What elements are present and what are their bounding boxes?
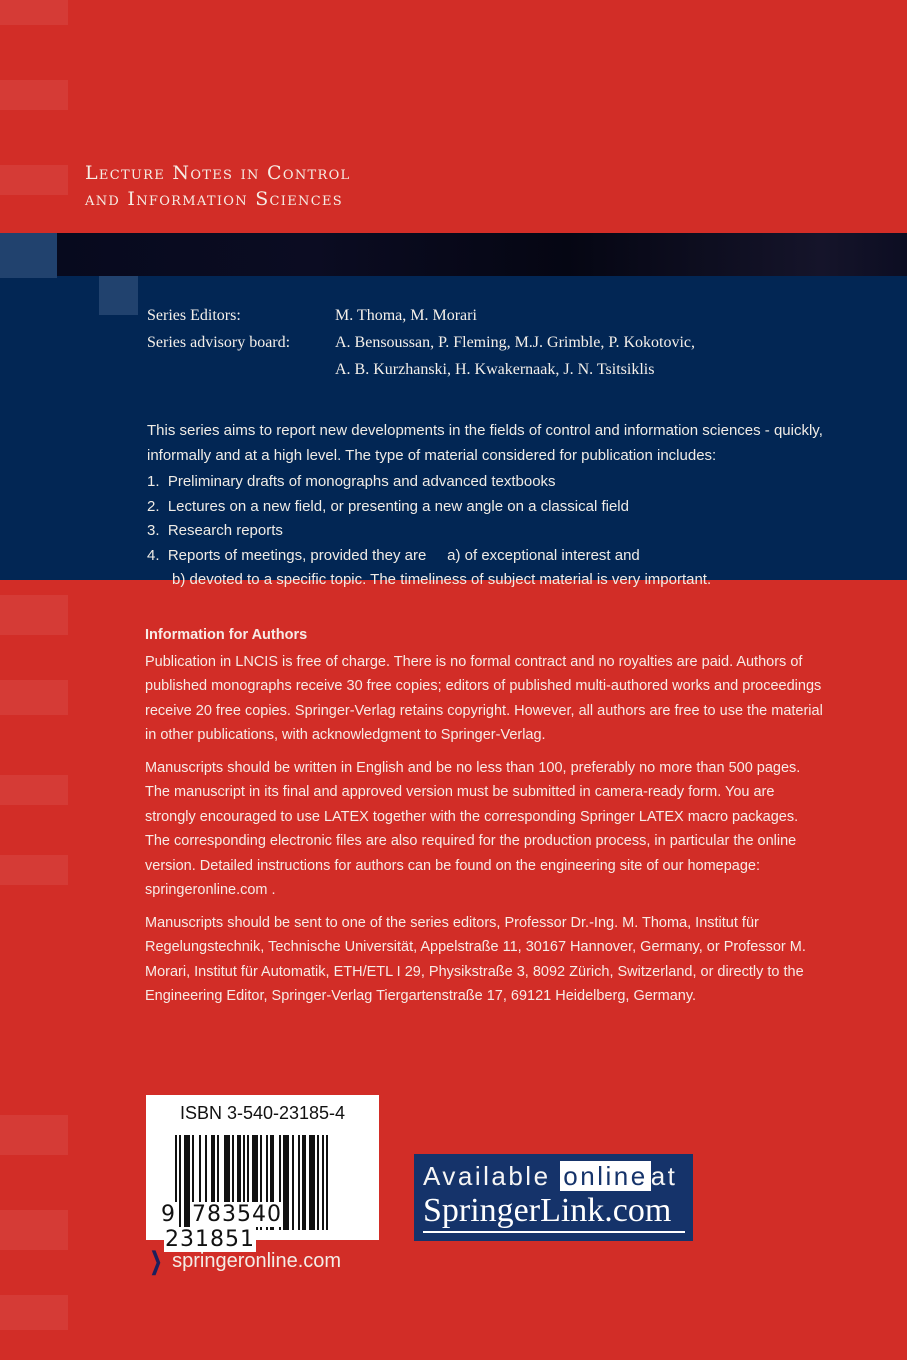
advisory-board-line1: A. Bensoussan, P. Fleming, M.J. Grimble, P. Kokotovic, — [335, 334, 696, 351]
list-item: 3. Research reports — [147, 522, 283, 539]
authors-paragraph-1: Publication in LNCIS is free of charge. There is no formal contract and no royalties are paid. Authors of published monographs receive 30 free copies; editors of published multi-authored works and proceedings receive 20 free copies. Springer-Verlag retains copyright. However, all authors are free to use the material in other publications, with acknowledgment to Springer-Verlag. — [145, 653, 823, 743]
chevron-right-icon: ❯ — [150, 1248, 163, 1275]
intro-paragraph: This series aims to report new developments in the fields of control and information sciences - quickly, informally and at a high level. The type of material considered for publication includes: — [147, 422, 823, 464]
series-description — [147, 419, 827, 593]
decorative-square — [0, 233, 57, 278]
series-title-line1: Lecture Notes in Control — [85, 162, 351, 184]
series-editors-label: Series Editors: — [147, 307, 241, 324]
isbn-label: ISBN 3-540-23185-4 — [179, 1103, 346, 1123]
material-list — [147, 470, 827, 593]
editors-block — [147, 302, 695, 383]
series-title-line2: and Information Sciences — [85, 188, 343, 210]
decorative-square — [99, 276, 138, 315]
series-editors-value: M. Thoma, M. Morari — [335, 307, 477, 324]
advisory-board-line2: A. B. Kurzhanski, H. Kwakernaak, J. N. Tsitsiklis — [335, 361, 655, 378]
advisory-board-label: Series advisory board: — [147, 334, 291, 351]
list-item: b) devoted to a specific topic. The timeliness of subject material is very important. — [147, 571, 712, 588]
list-item: 4. Reports of meetings, provided they are a) of exceptional interest and — [147, 546, 640, 564]
authors-paragraph-2: Manuscripts should be written in English and be no less than 100, preferably no more than 500 pages. The manuscript in its final and approved version must be submitted in camera-ready form. You are strongly encouraged to use LATEX together with the corresponding Springer LATEX macro packages. The corresponding electronic files are also required for the production process, in particular the online version. Detailed instructions for authors can be found on the engineering site of our homepage: springeronline.com . — [145, 759, 801, 898]
badge-online-highlight: online — [560, 1161, 650, 1191]
information-for-authors — [145, 623, 825, 1017]
isbn-barcode-box — [146, 1095, 379, 1252]
list-item: 1. Preliminary drafts of monographs and advanced textbooks — [147, 473, 556, 490]
website-text: springeronline.com — [172, 1250, 342, 1272]
dark-decorative-strip — [57, 233, 907, 276]
decorative-left-strip — [0, 0, 68, 1360]
series-title — [85, 160, 350, 212]
authors-paragraph-3: Manuscripts should be sent to one of the series editors, Professor Dr.-Ing. M. Thoma, Institut für Regelungstechnik, Technische Universität, Appelstraße 11, 30167 Hannover, Germany, or Professor M. Morari, Institut für Automatik, ETH/ETL I 29, Physikstraße 3, 8092 Zürich, Switzerland, or directly to the Engineering Editor, Springer-Verlag Tiergartenstraße 17, 69121 Heidelberg, Germany. — [145, 914, 806, 1004]
springerlink-badge[interactable] — [414, 1154, 693, 1241]
authors-heading: Information for Authors — [145, 627, 308, 643]
badge-underline — [423, 1231, 685, 1233]
list-item: 2. Lectures on a new field, or presenting a new angle on a classical field — [147, 497, 629, 515]
badge-available-line: Available online at — [423, 1161, 678, 1191]
barcode-digits: 9 783540 231851 — [161, 1202, 282, 1252]
springeronline-link[interactable] — [146, 1247, 341, 1276]
badge-site: SpringerLink.com — [423, 1192, 672, 1229]
